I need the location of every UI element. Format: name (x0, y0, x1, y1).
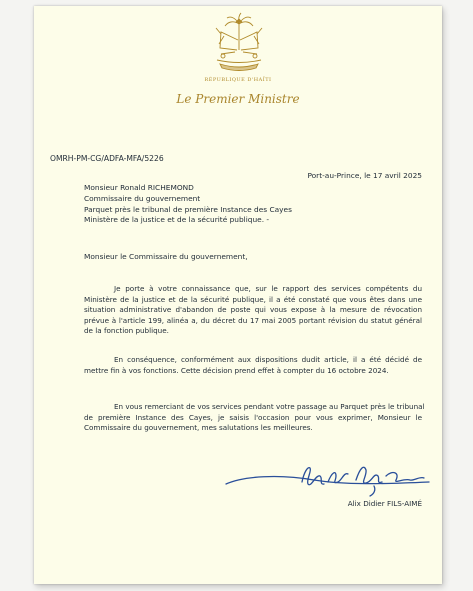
body-paragraph (84, 284, 422, 337)
paragraph-line: Commissaire du gouvernement, mes salutations les meilleures. (84, 423, 313, 433)
office-title: Le Premier Ministre (176, 92, 300, 106)
letter-sheet (34, 6, 442, 584)
paragraph-line: Ministère de la justice et de la sécurité publique, il a été constaté que vous êtes dans une (84, 294, 422, 304)
reference-number: OMRH-PM-CG/ADFA-MFA/5226 (50, 154, 164, 163)
recipient-address (84, 183, 292, 226)
handwritten-signature (224, 458, 434, 502)
paragraph-line: Je porte à votre connaissance que, sur le rapport des services compétents du (114, 284, 422, 293)
recipient-line: Commissaire du gouvernement (84, 193, 201, 203)
paragraph-line: En vous remerciant de vos services pendant votre passage au Parquet près le tribunal (114, 402, 425, 411)
paragraph-line: de première Instance des Cayes, je saisis l'occasion pour vous exprimer, Monsieur le (84, 412, 422, 422)
recipient-line: Parquet près le tribunal de première Instance des Cayes (84, 204, 292, 214)
paragraph-line: mettre fin à vos fonctions. Cette décision prend effet à compter du 16 octobre 2024. (84, 365, 389, 375)
place-date: Port-au-Prince, le 17 avril 2025 (307, 171, 422, 180)
recipient-line: Ministère de la justice et de la sécurité publique. - (84, 215, 270, 225)
paragraph-line: situation administrative d'abandon de poste qui vous expose à la mesure de révocation (84, 305, 422, 315)
paragraph-line: En conséquence, conformément aux dispositions dudit article, il a été décidé de (114, 355, 422, 364)
body-paragraph (84, 402, 425, 434)
paragraph-line: prévue à l'article 199, alinéa a, du décret du 17 mai 2005 portant révision du statut général (84, 315, 422, 325)
coat-of-arms-icon (211, 10, 267, 74)
republic-title: RÉPUBLIQUE D'HAÏTI (204, 77, 272, 83)
salutation: Monsieur le Commissaire du gouvernement, (84, 252, 248, 261)
signer-name: Alix Didier FILS-AIMÉ (347, 499, 422, 508)
recipient-line: Monsieur Ronald RICHEMOND (84, 183, 194, 192)
body-paragraph (84, 355, 422, 376)
paragraph-line: de la fonction publique. (84, 326, 169, 336)
